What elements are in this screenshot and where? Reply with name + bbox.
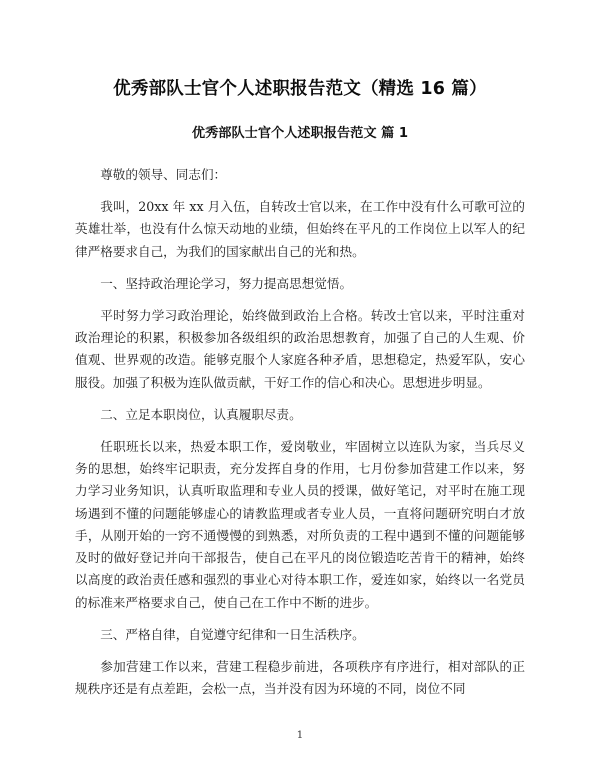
page-number: 1 xyxy=(296,728,304,741)
paragraph-section-2-heading: 二、立足本职岗位，认真履职尽责。 xyxy=(100,406,302,422)
page-content-area xyxy=(75,0,525,700)
document-title: 优秀部队士官个人述职报告范文（精选 16 篇） xyxy=(113,79,487,99)
paragraph-section-3-heading: 三、严格自律，自觉遵守纪律和一日生活秩序。 xyxy=(100,626,365,642)
paragraph-salutation: 尊敬的领导、同志们： xyxy=(100,167,227,183)
paragraph-intro: 我叫，20xx 年 xx 月入伍，自转改士官以来，在工作中没有什么可歌可泣的英雄壮举，也没有什么惊天动地的业绩，但始终在平凡的工作岗位上以军人的纪律严格要求自己，为我们的国家献出自己的光和热。 xyxy=(75,199,525,259)
document-subtitle: 优秀部队士官个人述职报告范文 篇 1 xyxy=(191,126,409,142)
paragraph-section-1-heading: 一、坚持政治理论学习，努力提高思想觉悟。 xyxy=(100,275,353,291)
paragraph-section-3-body: 参加营建工作以来，营建工程稳步前进，各项秩序有序进行，相对部队的正规秩序还是有点差距，会松一点，当并没有因为环境的不同，岗位不同 xyxy=(75,658,525,697)
document-body xyxy=(75,164,525,700)
paragraph-section-2-body: 任职班长以来，热爱本职工作，爱岗敬业，牢固树立以连队为家，当兵尽义务的思想，始终牢记职责，充分发挥自身的作用，七月份参加营建工作以来，努力学习业务知识，认真听取监理和专业人员的授课，做好笔记，对平时在施工现场遇到不懂的问题能够虚心的请教监理或者专业人员，一直将问题研究明白才放手，从刚开始的一窍不通慢慢的到熟悉，对所负责的工程中遇到不懂的问题能够及时的做好登记并向干部报告，使自己在平凡的岗位锻造吃苦肯干的精神，始终以高度的政治责任感和强烈的事业心对待本职工作，爱连如家，始终以一名党员的标准来严格要求自己，使自己在工作中不断的进步。 xyxy=(75,439,525,610)
paragraph-section-1-body: 平时努力学习政治理论，始终做到政治上合格。转改士官以来，平时注重对政治理论的积累，积极参加各级组织的政治思想教育，加强了自己的人生观、价值观、世界观的改造。能够克服个人家庭各种矛盾，思想稳定，热爱军队，安心服役。加强了积极为连队做贡献，干好工作的信心和决心。思想进步明显。 xyxy=(75,308,525,390)
